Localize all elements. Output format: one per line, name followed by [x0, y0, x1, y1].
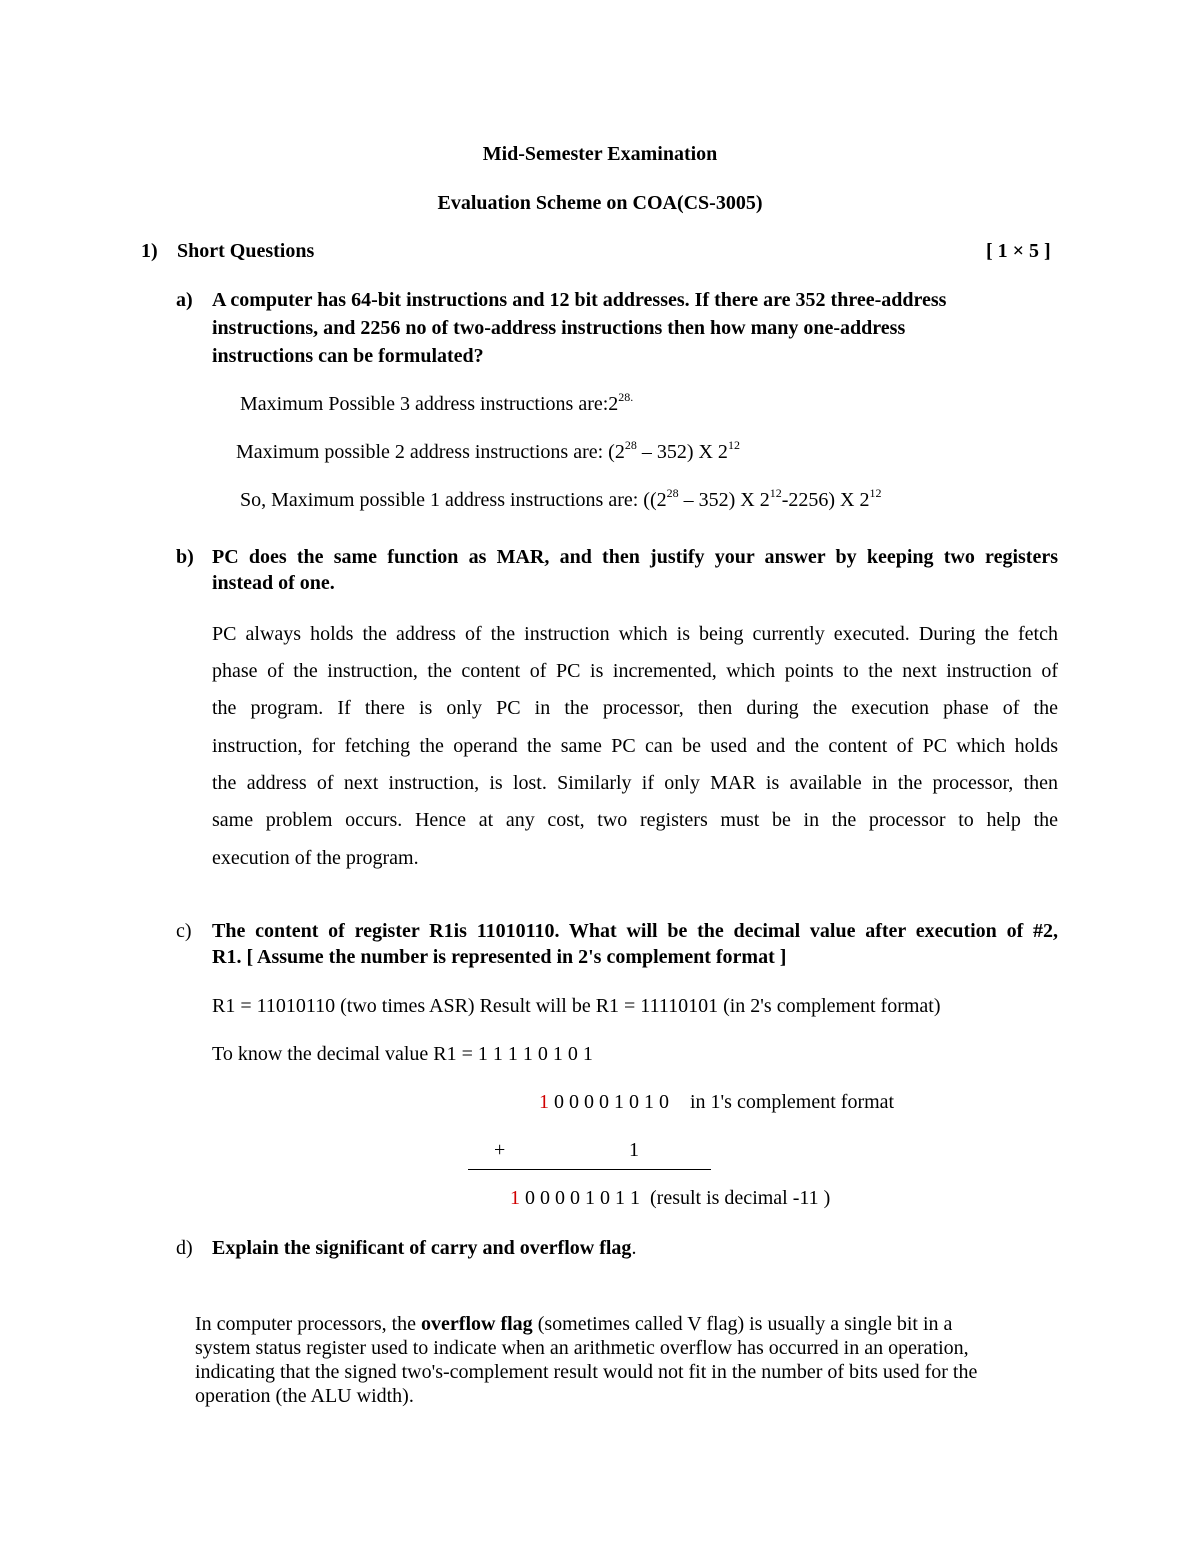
answer-b-line: the program. If there is only PC in the processor, then during the execution phase of the [212, 697, 1058, 719]
page-title: Mid-Semester Examination [482, 143, 718, 165]
answer-b-line: execution of the program. [212, 847, 419, 869]
question-b-line: instead of one. [212, 572, 335, 594]
question-c-label: c) [176, 920, 192, 942]
calc-sum-line [468, 1169, 711, 1170]
answer-d-line: system status register used to indicate when an arithmetic overflow has occurred in an operation, [195, 1337, 969, 1359]
section-marks: [ 1 × 5 ] [986, 240, 1051, 262]
answer-c-line-2: To know the decimal value R1 = 1 1 1 1 0 1 0 1 [212, 1043, 593, 1065]
question-c-line: The content of register R1is 11010110. What will be the decimal value after execution of #2, [212, 920, 1058, 942]
question-b-label: b) [176, 546, 194, 568]
page-subtitle: Evaluation Scheme on COA(CS-3005) [437, 192, 763, 214]
calc-ones-complement-note: in 1's complement format [690, 1091, 895, 1113]
question-a-line: A computer has 64-bit instructions and 12 bit addresses. If there are 352 three-address [212, 289, 947, 311]
answer-d-line: operation (the ALU width). [195, 1385, 414, 1407]
calc-add-one: 1 [629, 1139, 639, 1161]
question-a-line: instructions, and 2256 no of two-address instructions then how many one-address [212, 317, 906, 339]
answer-a-line-3: So, Maximum possible 1 address instructions are: ($(2^{28} - 352)$ X $2^{12}-2256$) X $2^{12}$ [240, 486, 882, 511]
answer-d-line: In computer processors, the overflow flag (sometimes called V flag) is usually a single bit in a [195, 1313, 953, 1335]
section-number: 1) [141, 240, 158, 262]
calc-result-note: (result is decimal -11 ) [650, 1187, 831, 1209]
question-b-line: PC does the same function as MAR, and then justify your answer by keeping two registers [212, 546, 1058, 568]
answer-b-line: same problem occurs. Hence at any cost, two registers must be in the processor to help the [212, 809, 1058, 831]
answer-b-line: the address of next instruction, is lost. Similarly if only MAR is available in the processor, then [212, 772, 1058, 794]
answer-a-line-1: Maximum Possible 3 address instructions $are:2^{28.}$ [240, 390, 634, 415]
question-d-label: d) [176, 1237, 193, 1259]
question-a-line: instructions can be formulated? [212, 345, 484, 367]
answer-b-line: PC always holds the address of the instruction which is being currently executed. During the fetch [212, 623, 1058, 645]
question-a-label: a) [176, 289, 193, 311]
calc-result: 1 0 0 0 0 1 0 1 1 [510, 1187, 640, 1209]
calc-plus-sign: + [494, 1139, 506, 1161]
answer-b-line: phase of the instruction, the content of PC is incremented, which points to the next instruction of [212, 660, 1058, 682]
answer-a-line-2: Maximum possible 2 address instructions are: $(2^{28} - 352)$ X $2^{12}$ [236, 438, 740, 463]
section-title: Short Questions [177, 240, 315, 262]
answer-d-line: indicating that the signed two's-complement result would not fit in the number of bits used for the [195, 1361, 978, 1383]
answer-b-line: instruction, for fetching the operand the same PC can be used and the content of PC which holds [212, 735, 1058, 757]
question-c-line: R1. [ Assume the number is represented in 2's complement format ] [212, 946, 787, 968]
calc-ones-complement: 1 0 0 0 0 1 0 1 0 [539, 1091, 669, 1113]
answer-c-line-1: R1 = 11010110 (two times ASR) Result will be R1 = 11110101 (in 2's complement format) [212, 995, 941, 1017]
question-d-line: Explain the significant of carry and overflow flag. [212, 1237, 637, 1259]
